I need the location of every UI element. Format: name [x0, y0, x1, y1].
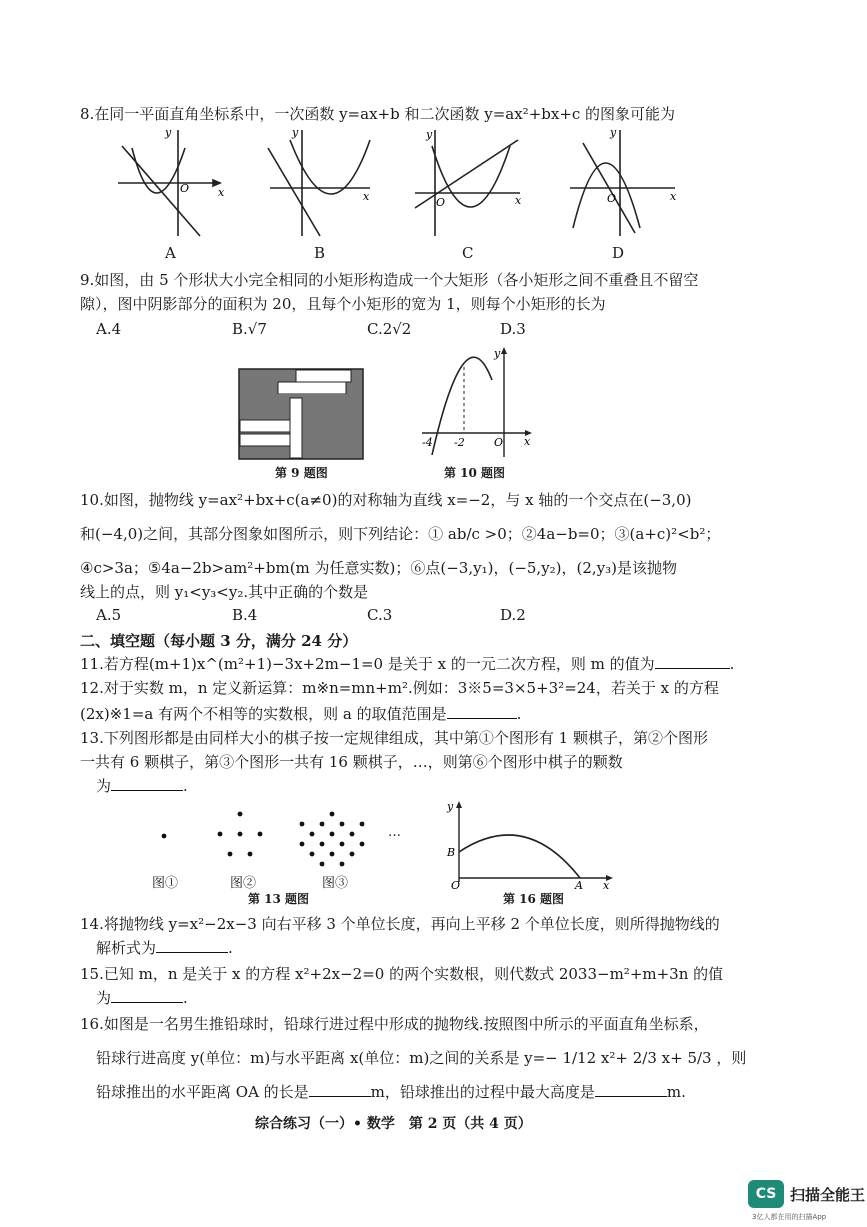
svg-text:y: y: [426, 128, 433, 141]
fig13-label-2: 图②: [230, 876, 257, 891]
q16-answer-blank-height[interactable]: [595, 1096, 667, 1097]
svg-text:x: x: [363, 190, 370, 203]
q8-option-a: A: [165, 244, 176, 262]
fig10-parabola: [420, 345, 535, 460]
graph-c: [415, 130, 520, 236]
q9-option-c: C.2√2: [367, 320, 412, 338]
q12-end: .: [516, 705, 522, 723]
q16-line3a: 铅球推出的水平距离 OA 的长是: [96, 1083, 309, 1101]
cs-logo-icon: CS: [748, 1180, 784, 1208]
q13-line2: 一共有 6 颗棋子，第③个图形一共有 16 颗棋子，…，则第⑥个图形中棋子的颗数: [80, 753, 623, 771]
svg-text:x: x: [218, 186, 225, 199]
fig10-label-y: y: [494, 347, 501, 360]
q13-end: .: [183, 777, 188, 795]
page-footer: 综合练习（一）• 数学 第 2 页（共 4 页）: [255, 1116, 532, 1132]
q9-option-d: D.3: [500, 320, 526, 338]
q9-option-a: A.4: [96, 320, 122, 338]
q13-answer-blank[interactable]: [111, 790, 183, 791]
q11-end: .: [729, 655, 735, 673]
q9-line1: 9.如图，由 5 个形状大小完全相同的小矩形构造成一个大矩形（各小矩形之间不重叠且不留空: [80, 271, 699, 289]
q16-line3-wrap: [96, 1082, 686, 1102]
q10-option-a: A.5: [96, 606, 122, 624]
fig16-label-x: x: [603, 879, 610, 890]
svg-text:x: x: [515, 194, 522, 207]
graph-d: [570, 130, 675, 236]
svg-text:x: x: [670, 190, 677, 203]
q15-end: .: [183, 989, 188, 1007]
q16-line3b: m，铅球推出的过程中最大高度是: [370, 1083, 595, 1101]
q16-answer-blank-oa[interactable]: [309, 1096, 371, 1097]
q15-line1: 15.已知 m，n 是关于 x 的方程 x²+2x−2=0 的两个实数根，则代数式 2033−m²+m+3n 的值: [80, 965, 724, 983]
q11-line: [80, 654, 734, 674]
svg-text:y: y: [292, 128, 299, 139]
q10-line2: 和(−4,0)之间，其部分图象如图所示，则下列结论：① ab/c >0；②4a−b=0；③(a+c)²<b²；: [80, 525, 721, 543]
fig9-rectangles: [238, 368, 364, 460]
watermark-subtitle: 3亿人都在用的扫描App: [752, 1213, 827, 1221]
graph-a: [118, 130, 220, 236]
q12-line1: 12.对于实数 m，n 定义新运算：m※n=mn+m².例如：3※5=3×5+3²=24，若关于 x 的方程: [80, 679, 719, 697]
graph-b: [268, 130, 370, 236]
fig10-label-neg4: -4: [422, 436, 433, 449]
fig13-ellipsis: …: [388, 825, 401, 840]
q14-line1: 14.将抛物线 y=x²−2x−3 向右平移 3 个单位长度，再向上平移 2 个单位长度，则所得抛物线的: [80, 915, 720, 933]
q12-line2: (2x)※1=a 有两个不相等的实数根，则 a 的取值范围是: [80, 705, 447, 723]
q9-option-b: B.√7: [232, 320, 267, 338]
fig16-trajectory: [445, 798, 615, 890]
q14-answer-blank[interactable]: [156, 952, 228, 953]
fig13-label-3: 图③: [322, 876, 349, 891]
q10-line4: 线上的点，则 y₁<y₃<y₂.其中正确的个数是: [80, 583, 369, 601]
q8-option-c: C: [462, 244, 474, 262]
q8-option-b: B: [314, 244, 326, 262]
q10-line3: ④c>3a；⑤4a−2b>am²+bm(m 为任意实数)；⑥点(−3,y₁)，(−5,y₂)，(2,y₃)是该抛物: [80, 559, 678, 577]
watermark-title: 扫描全能王: [790, 1185, 866, 1204]
fig16-label-b: B: [447, 846, 456, 859]
q13-line3-wrap: [96, 776, 188, 796]
fig16-label-a: A: [575, 879, 583, 890]
fig10-label-x: x: [524, 435, 531, 448]
q16-line3c: m.: [666, 1083, 686, 1101]
q14-line2-wrap: [96, 938, 233, 958]
q16-line2: 铅球行进高度 y(单位：m)与水平距离 x(单位：m)之间的关系是 y=− 1/12 x²+ 2/3 x+ 5/3 ，则: [96, 1049, 747, 1067]
q11-answer-blank[interactable]: [655, 668, 730, 669]
q8-option-d: D: [612, 244, 625, 262]
svg-text:O: O: [607, 192, 617, 205]
fig13-caption: 第 13 题图: [248, 892, 310, 906]
q12-line2-wrap: [80, 704, 521, 724]
q15-line2: 为: [96, 989, 112, 1007]
fig16-label-origin: O: [451, 879, 461, 890]
fig13-dot-patterns: [150, 810, 410, 870]
fig10-label-origin: O: [494, 436, 504, 449]
svg-text:O: O: [436, 196, 446, 209]
q16-line1: 16.如图是一名男生推铅球时，铅球行进过程中形成的抛物线.按照图中所示的平面直角坐标系，: [80, 1015, 709, 1033]
q15-line2-wrap: [96, 988, 188, 1008]
q15-answer-blank[interactable]: [111, 1002, 183, 1003]
section-fill-in-title: 二、填空题（每小题 3 分，满分 24 分）: [80, 632, 358, 650]
q12-answer-blank[interactable]: [447, 718, 517, 719]
fig13-label-1: 图①: [152, 876, 179, 891]
q10-option-b: B.4: [232, 606, 258, 624]
q10-option-d: D.2: [500, 606, 526, 624]
q9-line2: 隙），图中阴影部分的面积为 20，且每个小矩形的宽为 1，则每个小矩形的长为: [80, 295, 606, 313]
q8-text: 8.在同一平面直角坐标系中，一次函数 y=ax+b 和二次函数 y=ax²+bx+c 的图象可能为: [80, 105, 676, 123]
q11-text: 11.若方程(m+1)x^(m²+1)−3x+2m−1=0 是关于 x 的一元二次方程，则 m 的值为: [80, 655, 655, 673]
q14-end: .: [228, 939, 233, 957]
q13-line3: 为: [96, 777, 112, 795]
q13-line1: 13.下列图形都是由同样大小的棋子按一定规律组成，其中第①个图形有 1 颗棋子，第②个图形: [80, 729, 708, 747]
fig16-label-y: y: [447, 800, 454, 813]
q8-graphs: [110, 128, 690, 240]
fig10-caption: 第 10 题图: [444, 466, 506, 480]
fig16-caption: 第 16 题图: [503, 892, 565, 906]
svg-text:y: y: [165, 128, 172, 139]
q10-line1: 10.如图，抛物线 y=ax²+bx+c(a≠0)的对称轴为直线 x=−2，与 x 轴的一个交点在(−3,0): [80, 491, 692, 509]
q14-line2: 解析式为: [96, 939, 157, 957]
fig9-caption: 第 9 题图: [275, 466, 328, 480]
fig10-label-neg2: -2: [454, 436, 465, 449]
scanner-watermark: [748, 1180, 865, 1208]
svg-text:O: O: [180, 182, 190, 195]
svg-text:y: y: [610, 128, 617, 139]
q10-option-c: C.3: [367, 606, 393, 624]
